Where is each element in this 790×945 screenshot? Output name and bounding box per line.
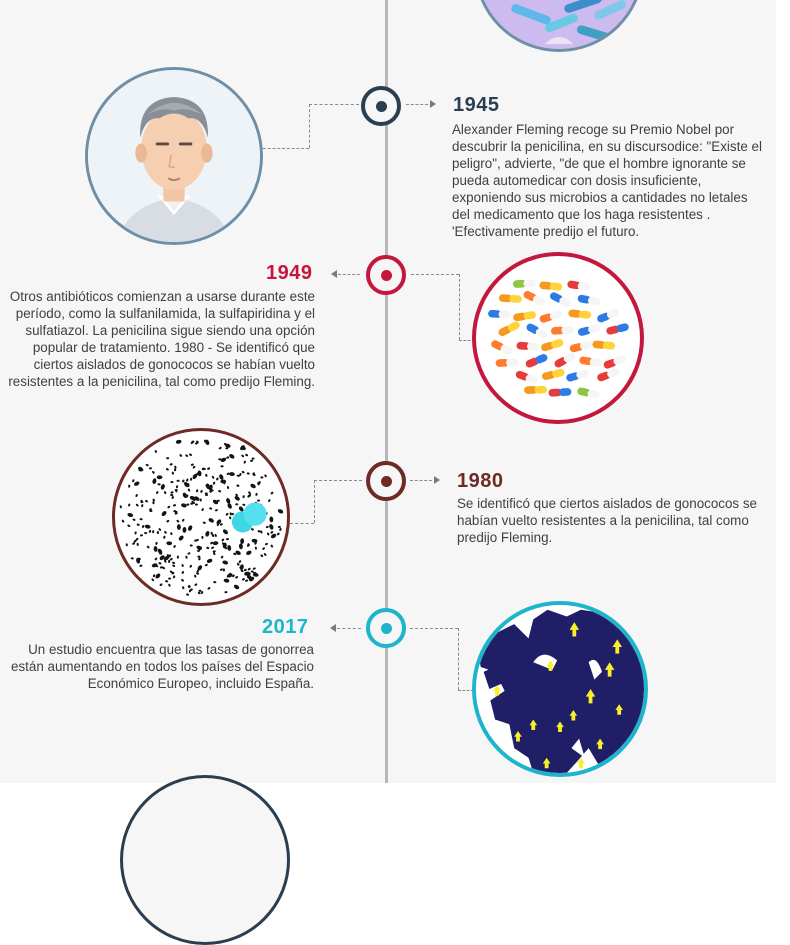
bacteria-cell bbox=[144, 532, 147, 534]
connector-1945-vertical bbox=[309, 104, 310, 148]
bacteria-cell bbox=[241, 470, 245, 473]
bacteria-cell bbox=[172, 471, 175, 474]
bacteria-cell bbox=[263, 553, 267, 557]
bacteria-cell bbox=[148, 530, 151, 534]
bacteria-cell bbox=[134, 531, 137, 535]
connector-1980-left bbox=[290, 523, 314, 524]
bacteria-cell bbox=[211, 475, 214, 479]
bacteria-cell bbox=[218, 490, 222, 493]
pill-capsule bbox=[525, 353, 549, 369]
bacteria-cell bbox=[278, 526, 281, 529]
bacteria-cell bbox=[152, 470, 156, 474]
bacteria-cell bbox=[245, 550, 252, 556]
bacteria-cell bbox=[277, 508, 284, 514]
bacteria-cell bbox=[197, 470, 202, 476]
bacteria-cell bbox=[220, 457, 227, 463]
bacteria-cell bbox=[211, 546, 215, 549]
bacteria-cell bbox=[182, 586, 185, 590]
connector-1980-top bbox=[314, 480, 362, 481]
bacteria-cell bbox=[133, 481, 140, 487]
next-entry-illustration bbox=[120, 775, 290, 945]
pill-capsule bbox=[569, 340, 593, 353]
bacteria-cell bbox=[145, 499, 149, 502]
bacteria-cell bbox=[243, 568, 247, 571]
bacteria-cell bbox=[218, 446, 222, 450]
bacteria-cell bbox=[181, 578, 185, 582]
timeline-node-1945 bbox=[361, 86, 401, 126]
bacteria-cell bbox=[157, 475, 163, 479]
timeline-node-1949 bbox=[366, 255, 406, 295]
bacteria-cell bbox=[170, 532, 173, 536]
pill-capsule bbox=[577, 387, 601, 400]
bacteria-cell bbox=[212, 481, 215, 485]
arrow-left-icon bbox=[330, 624, 336, 632]
bacteria-cell bbox=[206, 546, 210, 549]
bacteria-cell bbox=[225, 513, 229, 516]
bacteria-cell bbox=[127, 524, 131, 527]
bacteria-cell bbox=[226, 538, 230, 541]
bacteria-cell bbox=[185, 556, 188, 559]
bacteria-cell bbox=[141, 525, 144, 529]
bacteria-cell bbox=[131, 557, 134, 560]
pill-capsule bbox=[524, 386, 547, 394]
bacteria-cell bbox=[204, 563, 208, 566]
bacteria-cell bbox=[233, 584, 240, 590]
bacteria-cell bbox=[279, 528, 282, 532]
bacteria-cell bbox=[170, 494, 173, 496]
bacteria-cell bbox=[212, 541, 218, 546]
pill-capsule bbox=[525, 322, 549, 339]
bacteria-cell bbox=[270, 531, 274, 535]
bacteria-cell bbox=[250, 459, 253, 462]
bacteria-cell bbox=[127, 512, 134, 517]
bacteria-cell bbox=[176, 485, 178, 488]
bacteria-cell bbox=[155, 573, 162, 580]
pill-capsule bbox=[541, 368, 565, 381]
bacteria-cell bbox=[207, 467, 211, 470]
bacteria-cell bbox=[137, 543, 139, 546]
bacteria-cell bbox=[169, 463, 173, 466]
pill-capsule bbox=[522, 290, 546, 307]
bacteria-cell bbox=[178, 535, 185, 542]
bacteria-cell bbox=[158, 528, 162, 532]
bacteria-cell bbox=[223, 568, 225, 571]
bacteria-cell bbox=[229, 472, 235, 476]
bacteria-cell bbox=[229, 516, 232, 520]
highlighted-cell bbox=[244, 503, 267, 526]
pill-capsule bbox=[513, 311, 537, 322]
year-1980: 1980 bbox=[457, 470, 504, 492]
bacteria-cell bbox=[208, 517, 215, 523]
bacteria-cell bbox=[158, 562, 162, 565]
bacteria-illustration-top bbox=[474, 0, 644, 52]
pill-capsule bbox=[551, 326, 574, 335]
bacteria-cell bbox=[220, 568, 224, 571]
bacteria-cell bbox=[260, 554, 264, 558]
bacteria-cell bbox=[251, 538, 257, 543]
bacteria-cell bbox=[264, 474, 267, 478]
bacteria-cell bbox=[157, 548, 163, 555]
bacteria-cell bbox=[228, 453, 235, 460]
bacteria-cell bbox=[241, 454, 245, 458]
bacteria-cell bbox=[153, 546, 158, 552]
node-dot bbox=[376, 101, 387, 112]
bacteria-cell bbox=[255, 546, 258, 549]
pill-capsule bbox=[553, 351, 577, 369]
node-dot bbox=[381, 270, 392, 281]
bacteria-cell bbox=[182, 518, 185, 522]
bacteria-cell bbox=[270, 491, 274, 495]
bacteria-cell bbox=[247, 472, 250, 475]
bacteria-cell bbox=[135, 503, 139, 507]
bacteria-cell bbox=[126, 543, 128, 546]
bacteria-cell bbox=[167, 505, 171, 509]
arrow-right-icon bbox=[430, 100, 436, 108]
bacteria-cell bbox=[227, 545, 232, 551]
bacteria-cell bbox=[121, 519, 124, 523]
bacteria-cell bbox=[276, 532, 280, 536]
bacteria-cell bbox=[177, 555, 179, 558]
bacteria-cell bbox=[140, 534, 143, 537]
bacteria-cell bbox=[195, 503, 198, 506]
pill-capsule bbox=[596, 308, 620, 324]
bacteria-cell bbox=[136, 523, 140, 526]
bacteria-cell bbox=[170, 481, 173, 483]
bacteria-cell bbox=[152, 478, 157, 485]
bacteria-cell bbox=[250, 483, 257, 489]
bacteria-cell bbox=[163, 535, 166, 539]
bacteria-cell bbox=[205, 474, 208, 478]
pill-capsule bbox=[592, 340, 615, 350]
bacteria-cell bbox=[181, 503, 188, 508]
bacteria-cell bbox=[177, 480, 180, 482]
bacteria-cell bbox=[149, 467, 152, 469]
bacteria-cell bbox=[155, 542, 158, 546]
year-1949: 1949 bbox=[266, 262, 313, 284]
bacteria-cell bbox=[199, 498, 202, 501]
bacteria-cell bbox=[164, 491, 167, 495]
bacteria-cell bbox=[181, 564, 184, 568]
bacteria-cell bbox=[152, 501, 154, 504]
bacteria-cell bbox=[190, 544, 193, 547]
bacteria-cell bbox=[236, 484, 240, 487]
bacteria-cell bbox=[145, 464, 149, 467]
bacteria-cell bbox=[173, 545, 177, 549]
pill-capsule bbox=[603, 355, 627, 370]
bacteria-cell bbox=[235, 503, 238, 505]
bacteria-cell bbox=[220, 555, 224, 559]
bacteria-culture-illustration bbox=[112, 428, 290, 606]
bacteria-cell bbox=[175, 439, 181, 444]
bacteria-cell bbox=[227, 503, 233, 510]
bacteria-cell bbox=[270, 533, 277, 539]
bacteria-cell bbox=[243, 460, 246, 464]
bacteria-cell bbox=[201, 508, 204, 512]
bacteria-cell bbox=[205, 530, 210, 537]
arrow-right-icon bbox=[434, 476, 440, 484]
bacteria-cell bbox=[216, 477, 219, 481]
bacteria-cell bbox=[252, 567, 256, 570]
pills-illustration bbox=[472, 252, 644, 424]
page-margin bbox=[776, 0, 790, 783]
bacteria-cell bbox=[168, 560, 170, 563]
bacteria-cell bbox=[196, 489, 199, 493]
timeline-node-1980 bbox=[366, 461, 406, 501]
bacteria-cell bbox=[191, 463, 195, 466]
bacteria-cell bbox=[213, 581, 216, 583]
bacteria-cell bbox=[166, 457, 169, 460]
bacteria-cell bbox=[268, 523, 274, 530]
bacteria-cell bbox=[151, 578, 154, 582]
bacteria-cell bbox=[207, 587, 211, 591]
year-2017: 2017 bbox=[262, 616, 309, 638]
bacteria-cell bbox=[198, 590, 201, 592]
connector-1949-left bbox=[338, 274, 360, 275]
bacteria-cell bbox=[192, 465, 196, 469]
bacteria-cell bbox=[215, 509, 219, 512]
pill-capsule bbox=[495, 358, 518, 367]
bacteria-cell bbox=[187, 488, 190, 492]
bacteria-cell bbox=[187, 552, 191, 555]
connector-1945-left bbox=[263, 148, 309, 149]
bacteria-cell bbox=[214, 534, 217, 538]
bacteria-cell bbox=[174, 468, 176, 471]
bacteria-cell bbox=[265, 543, 269, 546]
bacteria-cell bbox=[242, 578, 246, 582]
bacteria-cell bbox=[189, 564, 192, 568]
bacteria-cell bbox=[213, 550, 216, 553]
pill-capsule bbox=[568, 309, 592, 319]
bacteria-cell bbox=[164, 530, 168, 534]
bacteria-cell bbox=[154, 557, 158, 561]
bacteria-cell bbox=[221, 538, 225, 542]
bacteria-cell bbox=[160, 483, 166, 490]
bacteria-cell bbox=[190, 478, 193, 481]
bacteria-cell bbox=[165, 580, 169, 583]
year-1945: 1945 bbox=[453, 94, 500, 116]
pill-capsule bbox=[549, 291, 573, 308]
bacteria-cell bbox=[247, 567, 251, 571]
bacteria-cell bbox=[220, 465, 223, 467]
bacteria-cell bbox=[248, 491, 252, 495]
bacteria-cell bbox=[257, 499, 260, 501]
connector-2017-left bbox=[337, 628, 361, 629]
bacteria-cell bbox=[222, 560, 229, 565]
pill-capsule bbox=[577, 294, 601, 306]
bacteria-cell bbox=[177, 524, 181, 530]
pill-capsule bbox=[596, 367, 620, 382]
bacteria-cell bbox=[157, 531, 159, 534]
pill-capsule bbox=[539, 310, 563, 324]
pill-capsule bbox=[488, 310, 511, 319]
bacteria-cell bbox=[144, 524, 151, 529]
bacteria-cell bbox=[182, 527, 186, 533]
bacteria-cell bbox=[265, 525, 269, 528]
bacteria-cell bbox=[141, 504, 144, 507]
bacteria-cell bbox=[206, 558, 213, 564]
bacteria-cell bbox=[153, 574, 156, 578]
pill-capsule bbox=[499, 294, 522, 303]
pill-capsule bbox=[497, 320, 521, 337]
bacteria-cell bbox=[239, 543, 243, 549]
description-1949: Otros antibióticos comienzan a usarse durante este período, como la sulfanilamida, la sulfapiridina y el sulfatiazol. La penicilina sigue siendo una opción popular de tratamiento. 1980 - Se identificó que ciertos aislados de gonococos se habían vuelto resistentes a la penicilina, tal como predijo Fleming. bbox=[8, 289, 315, 389]
connector-1949-vertical bbox=[459, 274, 460, 340]
description-1980: Se identificó que ciertos aislados de gonococos se habían vuelto resistentes a la penicilina, tal como predijo Fleming. bbox=[457, 496, 757, 545]
bacteria-cell bbox=[260, 476, 263, 478]
connector-1980-right bbox=[410, 480, 432, 481]
bacteria-cell bbox=[269, 516, 273, 522]
bacteria-cell bbox=[176, 519, 180, 523]
bacteria-cell bbox=[146, 545, 150, 549]
connector-2017-vertical bbox=[458, 628, 459, 690]
pill-capsule bbox=[548, 388, 571, 397]
bacteria-cell bbox=[222, 528, 229, 535]
bacteria-cell bbox=[267, 532, 270, 536]
bacteria-cell bbox=[139, 564, 143, 567]
bacteria-cell bbox=[179, 454, 183, 458]
bacteria-cell bbox=[172, 575, 175, 579]
connector-1949-right bbox=[411, 274, 459, 275]
bacteria-cell bbox=[197, 591, 201, 594]
bacteria-cell bbox=[240, 538, 244, 544]
bacteria-cell bbox=[166, 541, 172, 545]
description-1945: Alexander Fleming recoge su Premio Nobel por descubrir la penicilina, en su discursodice: "Existe el peligro", advierte, "de que el hombre ignorante se pueda automedicar con dosis insuficiente, exponiendo sus microbios a cantidades no letales del medicamento que los haga resistentes . 'Efectivamente predijo el futuro. bbox=[452, 122, 762, 239]
bacteria-cell bbox=[224, 591, 227, 593]
bacteria-cell bbox=[245, 579, 249, 582]
bacteria-cell bbox=[185, 454, 189, 458]
bacteria-cell bbox=[242, 504, 245, 507]
connector-2017-right bbox=[410, 628, 458, 629]
bacteria-cell bbox=[262, 547, 266, 551]
connector-1945-top bbox=[309, 104, 359, 105]
bacteria-cell bbox=[268, 499, 271, 503]
description-2017: Un estudio encuentra que las tasas de gonorrea están aumentando en todos los países del Espacio Económico Europeo, incluido España. bbox=[11, 642, 314, 691]
fleming-portrait bbox=[85, 67, 263, 245]
bacteria-cell bbox=[223, 578, 230, 583]
pill-capsule bbox=[579, 356, 603, 367]
bacteria-cell bbox=[270, 544, 273, 548]
bacteria-cell bbox=[201, 591, 203, 594]
bacteria-cell bbox=[245, 453, 249, 456]
bacteria-cell bbox=[189, 453, 193, 456]
bacteria-cell bbox=[235, 576, 239, 579]
bacteria-cell bbox=[181, 571, 184, 575]
pill-capsule bbox=[513, 279, 536, 288]
bacteria-cell bbox=[166, 519, 170, 523]
bacteria-cell bbox=[140, 518, 143, 520]
bacteria-cell bbox=[194, 574, 197, 578]
bacteria-cell bbox=[226, 456, 230, 459]
bacteria-cell bbox=[168, 577, 171, 579]
node-dot bbox=[381, 476, 392, 487]
pill-capsule bbox=[565, 369, 589, 383]
bacteria-cell bbox=[161, 510, 168, 517]
bacteria-cell bbox=[251, 528, 255, 531]
bacteria-cell bbox=[242, 495, 245, 499]
bacteria-cell bbox=[255, 493, 258, 496]
bacteria-cell bbox=[119, 505, 122, 508]
europe-map-illustration bbox=[472, 601, 648, 777]
bacteria-cell bbox=[173, 504, 177, 507]
bacteria-cell bbox=[152, 530, 154, 533]
connector-1945-right bbox=[406, 104, 428, 105]
pill-capsule bbox=[539, 281, 562, 291]
bacteria-cell bbox=[128, 485, 130, 488]
bacteria-cell bbox=[200, 490, 203, 494]
pill-capsule bbox=[577, 324, 601, 337]
bacteria-cell bbox=[132, 479, 135, 482]
bacteria-cell bbox=[209, 507, 213, 510]
pill-capsule bbox=[540, 338, 564, 352]
bacteria-cell bbox=[218, 474, 224, 481]
bacteria-cell bbox=[170, 491, 174, 494]
node-dot bbox=[381, 623, 392, 634]
bacteria-cell bbox=[252, 457, 255, 459]
bacteria-cell bbox=[172, 561, 176, 564]
pill-capsule bbox=[490, 339, 514, 356]
bacteria-cell bbox=[226, 472, 230, 475]
arrow-left-icon bbox=[331, 270, 337, 278]
bacteria-cell bbox=[135, 494, 138, 498]
pill-capsule bbox=[515, 370, 539, 385]
bacteria-cell bbox=[165, 468, 169, 472]
bacteria-cell bbox=[155, 491, 159, 495]
bacteria-cell bbox=[182, 479, 185, 483]
bacteria-cell bbox=[212, 499, 219, 505]
pill-capsule bbox=[606, 323, 630, 336]
bacteria-cell bbox=[201, 536, 203, 539]
pill-capsule bbox=[567, 280, 591, 291]
bacteria-cell bbox=[158, 483, 161, 485]
bacteria-cell bbox=[128, 503, 131, 507]
bacteria-cell bbox=[172, 564, 176, 567]
bacteria-cell bbox=[159, 583, 163, 587]
connector-1980-vertical bbox=[314, 480, 315, 523]
bacteria-cell bbox=[171, 496, 174, 500]
bacteria-cell bbox=[155, 450, 158, 453]
bacteria-cell bbox=[186, 593, 190, 596]
bacteria-cell bbox=[187, 525, 193, 532]
bacteria-cell bbox=[132, 518, 136, 521]
bacteria-cell bbox=[194, 583, 198, 587]
bacteria-cell bbox=[227, 486, 230, 489]
bacteria-cell bbox=[186, 478, 189, 482]
bacteria-cell bbox=[168, 583, 171, 587]
pill-capsule bbox=[516, 342, 539, 351]
bacteria-cell bbox=[238, 560, 242, 564]
bacteria-cell bbox=[202, 521, 206, 524]
timeline-node-2017 bbox=[366, 608, 406, 648]
